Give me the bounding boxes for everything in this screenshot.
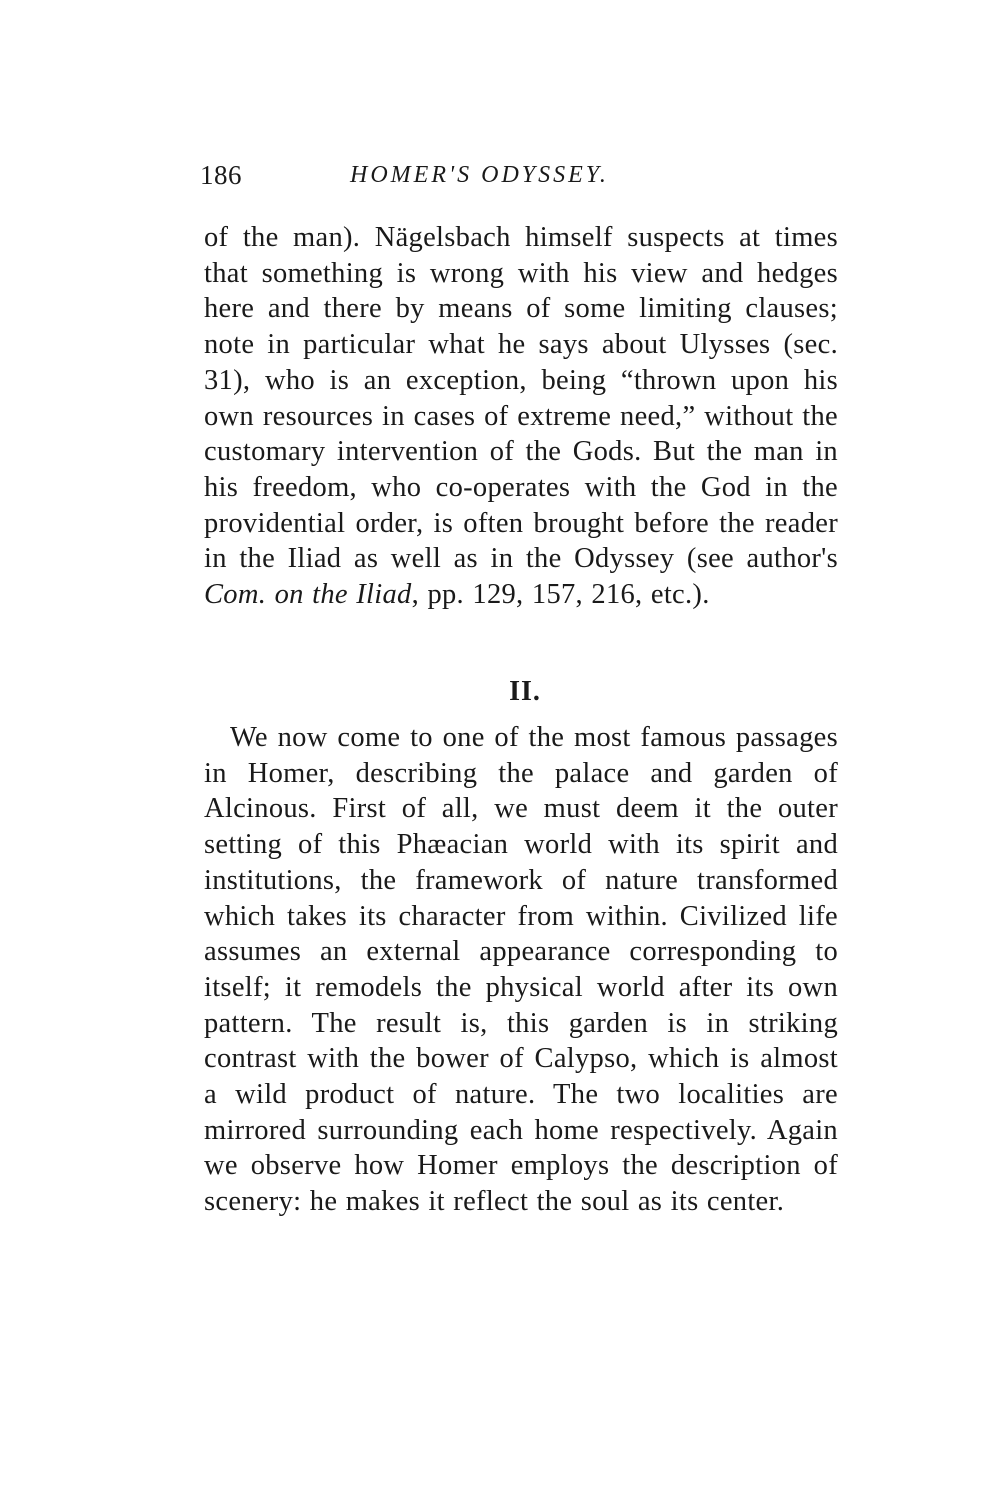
citation-italic: Com. on the Iliad [204, 579, 412, 611]
paragraph-1-text: of the man). Nägelsbach himself suspects at times that something is wrong with his view and hedges here and there by means of some limiting clauses; note in particular what he says about Ulysses (sec. 31), who is an exception, being “thrown upon his own resources in cases of extreme need,” without the customary intervention of the Gods. But the man in his freedom, who co-operates with the God in the providential order, is often brought before the reader in the Iliad as well as in the Odyssey (see author's [204, 222, 838, 575]
section-heading: II. [509, 676, 541, 707]
body-paragraph-1 [204, 220, 838, 613]
page-number: 186 [200, 160, 242, 190]
book-page [200, 0, 838, 1494]
paragraph-2-text: We now come to one of the most famous passages in Homer, describing the palace and garden of Alcinous. First of all, we must deem it the outer setting of this Phæacian world with its spirit and institutions, the framework of nature transformed which takes its character from within. Civilized life assumes an external appearance corresponding to itself; it remodels the physical world after its own pattern. The result is, this garden is in striking contrast with the bower of Calypso, which is almost a wild product of nature. The two localities are mirrored surrounding each home respectively. Again we observe how Homer employs the description of scenery: he makes it reflect the soul as its center. [204, 722, 838, 1218]
page-header [200, 160, 840, 196]
running-title: HOMER'S ODYSSEY. [350, 162, 609, 188]
body-paragraph-2 [204, 720, 838, 1220]
paragraph-1-text-end: , pp. 129, 157, 216, etc.). [411, 579, 710, 611]
